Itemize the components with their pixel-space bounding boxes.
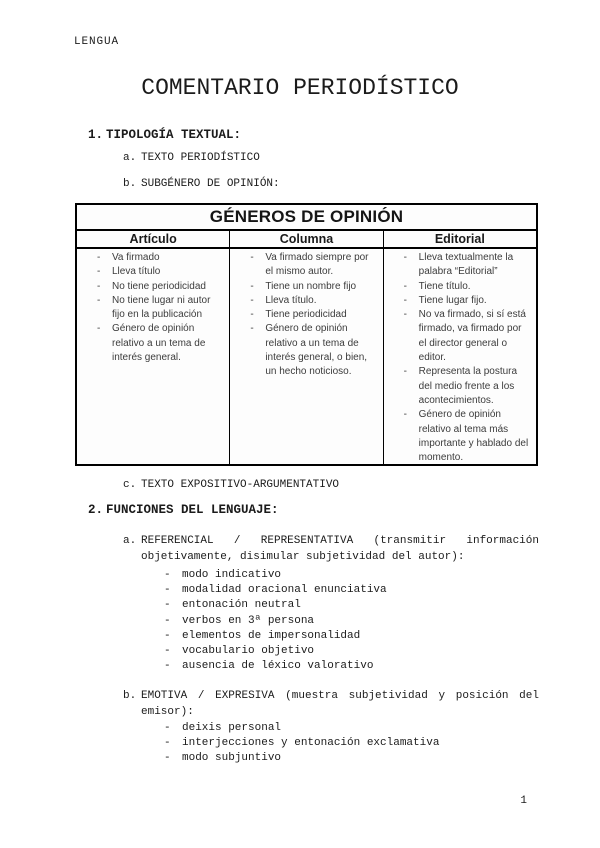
table-bullet-item [230,294,378,308]
dash-item-text: interjecciones y entonación exclamativa [182,737,440,750]
dash-list-item [164,751,439,766]
articulo-cell [77,249,229,464]
dash-bullet: - [164,629,171,642]
bullet-text: Lleva título [112,266,161,278]
dash-item-text: elementos de impersonalidad [182,629,361,642]
table-bullet-item [230,251,378,280]
item-marker: b. [123,178,137,190]
dash-bullet: - [250,280,254,292]
dash-item-text: entonación neutral [182,599,301,612]
dash-bullet: - [403,294,407,306]
item-text: TEXTO PERIODÍSTICO [141,152,260,164]
dash-bullet: - [164,614,171,627]
dash-bullet: - [250,309,254,321]
paragraph-text: REFERENCIAL / REPRESENTATIVA (transmitir información objetivamente, disimular subjetividad del autor): [141,535,539,563]
dash-bullet: - [403,409,407,421]
table-bullet-item [77,322,225,365]
dash-bullet: - [164,660,171,673]
columna-cell [229,249,382,464]
bullet-text: Género de opinión relativo a un tema de interés general. [112,323,206,364]
section-2-number: 2. [88,503,104,517]
bullet-text: Tiene un nombre fijo [265,280,357,292]
editorial-cell [383,249,536,464]
dash-bullet: - [164,737,171,750]
bullet-text: Género de opinión relativo al tema más importante y hablado del momento. [418,409,529,464]
bullet-text: Tiene periodicidad [265,309,347,321]
dash-bullet: - [164,645,171,658]
dash-bullet: - [97,294,101,306]
dash-list-item [164,583,387,598]
dash-list-item [164,736,439,751]
bullet-text: Va firmado siempre por el mismo autor. [265,252,369,278]
section-1-heading-text: TIPOLOGÍA TEXTUAL: [106,128,242,142]
table-bullet-item [77,294,225,323]
table-bullet-item [230,322,378,379]
table-bullet-item [230,280,378,294]
dash-bullet: - [403,309,407,321]
dash-bullet: - [403,252,407,263]
column-header-articulo: Artículo [129,232,177,246]
table-bullet-item [230,308,378,322]
item-text: TEXTO EXPOSITIVO-ARGUMENTATIVO [141,479,340,491]
table-bullet-item [77,251,225,265]
table-header-row [77,231,536,249]
paragraph-referencial [123,533,539,565]
bullet-text: Tiene título. [418,280,471,292]
dash-bullet: - [97,323,101,335]
bullet-text: No va firmado, si sí está firmado, va firmado por el director general o editor. [418,309,526,364]
dash-bullet: - [97,252,101,263]
dash-item-text: vocabulario objetivo [182,645,315,658]
dash-bullet: - [97,280,101,292]
bullet-text: Representa la postura del medio frente a los acontecimientos. [418,366,518,406]
dash-list-item [164,614,387,629]
dash-list-item [164,629,387,644]
table-bullet-item [384,408,532,464]
dash-list-item [164,598,387,613]
table-bullet-item [384,280,532,294]
item-text: SUBGÉNERO DE OPINIÓN: [141,178,280,190]
dash-bullet: - [250,323,254,335]
bullet-text: Lleva textualmente la palabra “Editorial” [418,252,514,278]
table-bullet-item [77,280,225,294]
dash-bullet: - [164,584,171,597]
course-label: LENGUA [74,36,120,48]
list-item-a-texto-periodistico [123,150,260,166]
table-bullet-item [384,308,532,365]
table-title: GÉNEROS DE OPINIÓN [77,205,536,231]
column-header-editorial: Editorial [383,231,536,247]
dash-item-text: modo subjuntivo [182,752,282,765]
emotiva-feature-list [164,721,439,767]
paragraph-text: EMOTIVA / EXPRESIVA (muestra subjetividad y posición del emisor): [141,690,539,718]
dash-bullet: - [164,599,171,612]
dash-item-text: deixis personal [182,722,282,734]
dash-item-text: modalidad oracional enunciativa [182,584,387,597]
bullet-text: Va firmado [112,252,160,263]
bullet-text: Tiene lugar fijo. [418,294,487,306]
dash-bullet: - [164,569,171,581]
item-marker: c. [123,479,137,491]
item-marker: a. [123,535,137,547]
dash-bullet: - [164,722,171,734]
referencial-feature-list [164,568,387,674]
dash-bullet: - [250,294,254,306]
dash-bullet: - [403,366,407,378]
item-marker: b. [123,690,137,702]
table-body-row [77,249,536,464]
document-title: COMENTARIO PERIODÍSTICO [141,75,459,101]
bullet-text: No tiene periodicidad [112,280,206,292]
dash-bullet: - [403,280,407,292]
bullet-text: No tiene lugar ni autor fijo en la publicación [112,294,211,321]
table-bullet-item [384,251,532,280]
bullet-text: Género de opinión relativo a un tema de interés general, o bien, un hecho noticioso. [265,323,368,378]
section-1-heading [88,127,241,143]
list-item-c-texto-expositivo [123,477,339,493]
dash-bullet: - [97,266,101,278]
dash-item-text: verbos en 3ª persona [182,614,315,627]
page-number: 1 [520,795,527,807]
column-header-columna: Columna [229,231,382,247]
dash-list-item [164,659,387,674]
table-bullet-item [384,294,532,308]
dash-item-text: modo indicativo [182,569,282,581]
paragraph-emotiva [123,688,539,720]
dash-list-item [164,644,387,659]
list-item-b-subgenero-opinion [123,176,280,192]
dash-list-item [164,721,439,736]
dash-bullet: - [250,252,254,263]
section-1-number: 1. [88,128,104,142]
item-marker: a. [123,152,137,164]
bullet-text: Lleva título. [265,294,317,306]
section-2-heading-text: FUNCIONES DEL LENGUAJE: [106,503,279,517]
section-2-heading [88,502,279,518]
dash-list-item [164,568,387,583]
table-bullet-item [77,265,225,279]
dash-item-text: ausencia de léxico valorativo [182,660,374,673]
genres-opinion-table [75,203,538,466]
table-bullet-item [384,365,532,408]
dash-bullet: - [164,752,171,765]
